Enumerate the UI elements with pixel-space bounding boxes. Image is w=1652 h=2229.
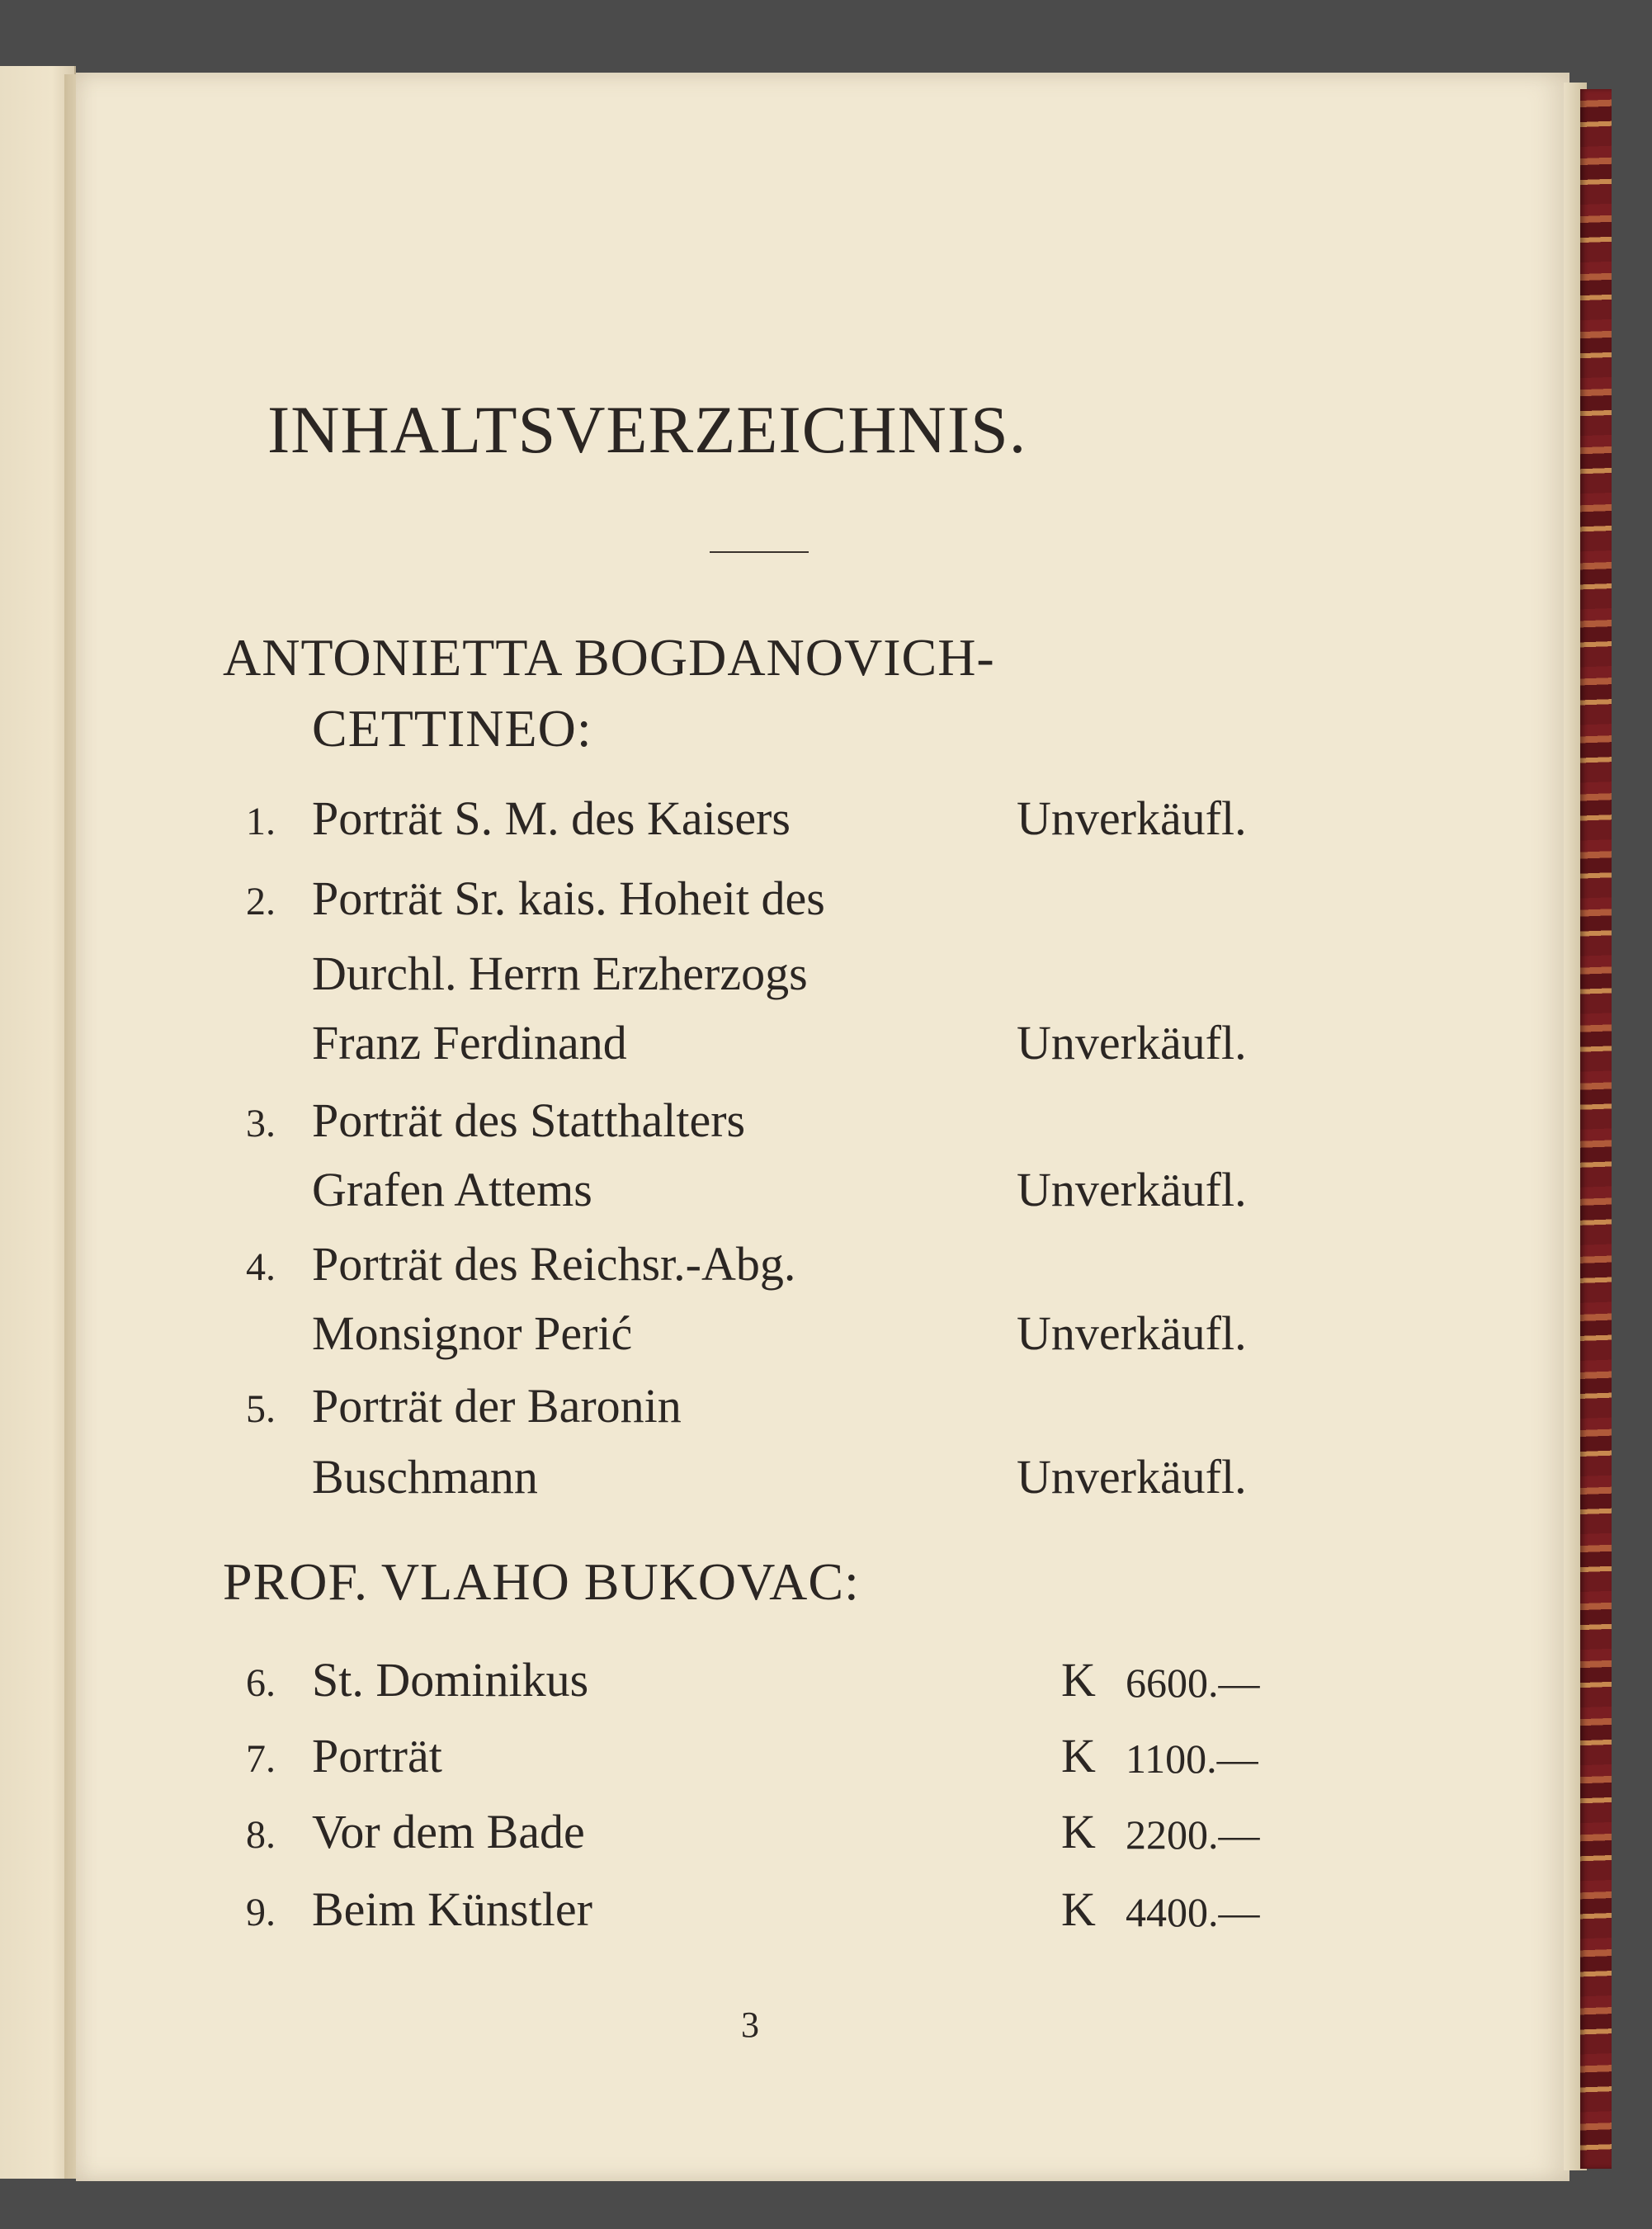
entry-price: 2200.— (1126, 1811, 1260, 1858)
entry-number: 4. (246, 1245, 276, 1289)
entry-title-line: Buschmann (312, 1450, 538, 1504)
entry-title-line: Monsignor Perić (312, 1306, 633, 1360)
entry-title-line: Porträt Sr. kais. Hoheit des (312, 871, 825, 925)
entry-status: Unverkäufl. (1017, 1450, 1247, 1504)
title-rule (710, 551, 809, 553)
entry-status: Unverkäufl. (1017, 791, 1247, 845)
page-title: INHALTSVERZEICHNIS. (267, 392, 1027, 467)
entry-title-line: Durchl. Herrn Erzherzogs (312, 947, 808, 1000)
entry-number: 7. (246, 1737, 276, 1781)
price-currency: K (1061, 1653, 1096, 1707)
price-currency: K (1061, 1805, 1096, 1858)
entry-number: 1. (246, 800, 276, 843)
entry-status: Unverkäufl. (1017, 1016, 1247, 1070)
entry-title-line: St. Dominikus (312, 1653, 589, 1707)
entry-title-line: Franz Ferdinand (312, 1016, 627, 1070)
price-currency: K (1061, 1882, 1096, 1936)
entry-title-line: Porträt S. M. des Kaisers (312, 791, 791, 845)
section-heading-line: CETTINEO: (312, 699, 592, 758)
section-heading-line: PROF. VLAHO BUKOVAC: (223, 1552, 860, 1611)
entry-price: 6600.— (1126, 1660, 1260, 1706)
entry-title-line: Porträt des Reichsr.-Abg. (312, 1237, 796, 1291)
price-currency: K (1061, 1729, 1096, 1783)
entry-number: 2. (246, 880, 276, 923)
entry-title-line: Porträt (312, 1729, 442, 1783)
entry-title-line: Beim Künstler (312, 1882, 592, 1936)
section-heading-line: ANTONIETTA BOGDANOVICH- (223, 628, 995, 687)
entry-number: 8. (246, 1813, 276, 1857)
entry-title-line: Porträt des Statthalters (312, 1093, 746, 1147)
entry-number: 3. (246, 1102, 276, 1145)
entry-status: Unverkäufl. (1017, 1163, 1247, 1216)
entry-number: 5. (246, 1387, 276, 1431)
entry-status: Unverkäufl. (1017, 1306, 1247, 1360)
entry-price: 1100.— (1126, 1736, 1258, 1782)
marbled-cover-edge (1580, 89, 1612, 2169)
entry-title-line: Porträt der Baronin (312, 1379, 682, 1433)
entry-title-line: Grafen Attems (312, 1163, 592, 1216)
entry-title-line: Vor dem Bade (312, 1805, 585, 1858)
entry-number: 9. (246, 1891, 276, 1934)
entry-price: 4400.— (1126, 1889, 1260, 1935)
page-number: 3 (741, 2005, 759, 2045)
entry-number: 6. (246, 1661, 276, 1705)
page (76, 73, 1569, 2181)
